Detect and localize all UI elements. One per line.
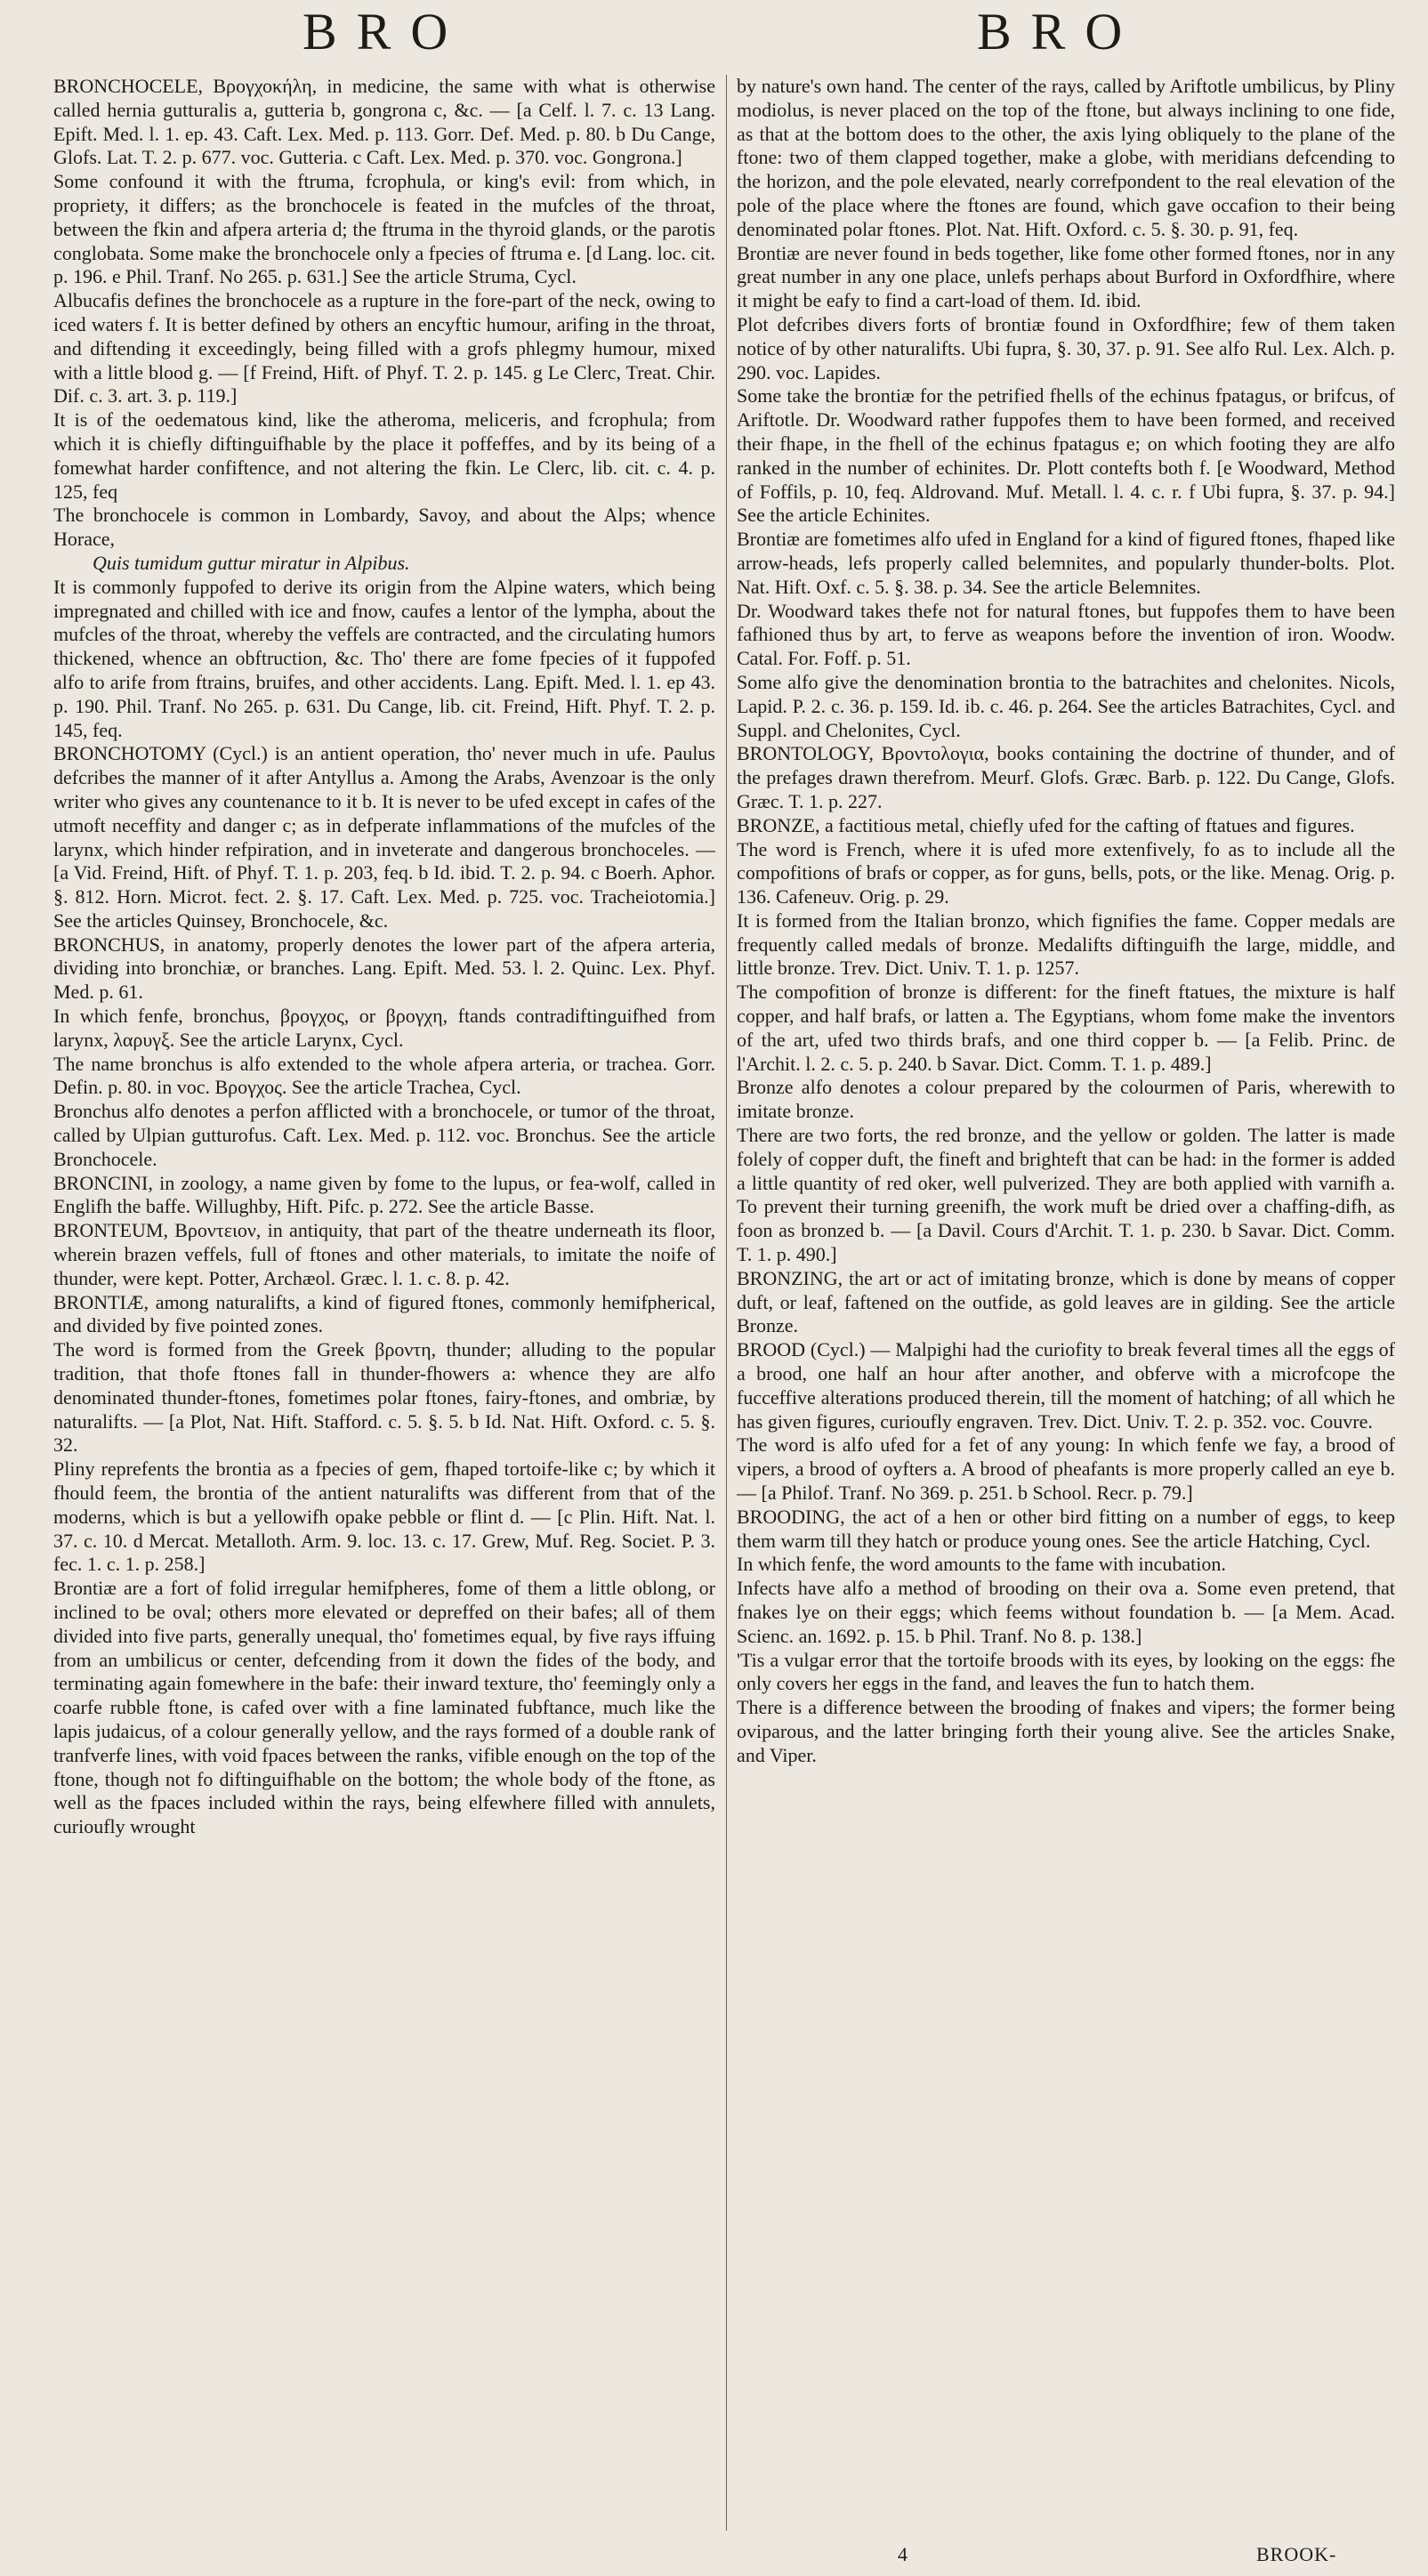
running-head-left: BRO <box>303 3 468 61</box>
paragraph: BRONTEUM, Βροντειον, in antiquity, that part of the theatre underneath its floor, wherein brazen veffels, full of ftones and other materials, to imitate the noife of thunder, were kept. Potter, Archæol. Græc. l. 1. c. 8. p. 42. <box>53 1219 715 1289</box>
paragraph: Brontiæ are a fort of folid irregular hemifpheres, fome of them a little oblong, or inclined to be oval; others more elevated or depreffed on their bafes; all of them divided into five parts, generally unequal, tho' fometimes equal, by five rays iffuing from an umbilicus or center, defcending from it down the fides of the body, and terminating again fomewhere in the bafe: their inward texture, tho' feemingly only a coarfe rubble ftone, is cafed over with a fine laminated fubftance, much like the lapis judaicus, of a colour generally yellow, and the rays formed of a double rank of tranfverfe lines, with void fpaces between the ranks, vifible enough on the top of the ftone, though not fo diftinguifhable on the bottom; the whole body of the ftone, as well as the fpaces included within the rays, being elfewhere filled with annulets, curioufly wrought <box>53 1577 715 1838</box>
paragraph: The compofition of bronze is different: for the fineft ftatues, the mixture is half copper, and half brafs, or latten a. The Egyptians, whom fome make the inventors of the art, ufed two thirds brafs, and one third copper b. — [a Felib. Princ. de l'Archit. l. 2. c. 5. p. 240. b Savar. Dict. Comm. T. 1. p. 489.] <box>737 981 1395 1075</box>
paragraph: BROOD (Cycl.) — Malpighi had the curiofity to break feveral times all the eggs of a brood, one half an hour after another, and obferve with a microfcope the fucceffive alterations produced therein, till the moment of hatching; of all which he has given figures, curioufly engraven. Trev. Dict. Univ. T. 2. p. 352. voc. Couvre. <box>737 1338 1395 1433</box>
paragraph: Bronchus alfo denotes a perfon afflicted with a bronchocele, or tumor of the throat, called by Ulpian gutturofus. Caft. Lex. Med. p. 112. voc. Bronchus. See the article Bronchocele. <box>53 1100 715 1170</box>
paragraph: The word is French, where it is ufed more extenfively, fo as to include all the compofitions of brafs or copper, as for guns, bells, pots, or the like. Menag. Orig. p. 136. Cafeneuv. Orig. p. 29. <box>737 837 1395 908</box>
paragraph: BRONCINI, in zoology, a name given by fome to the lupus, or fea-wolf, called in Englifh the baffe. Willughby, Hift. Pifc. p. 272. See the article Basse. <box>53 1171 715 1218</box>
left-column <box>53 75 715 2535</box>
paragraph: In which fenfe, the word amounts to the fame with incubation. <box>737 1553 1226 1576</box>
paragraph: BRONZING, the art or act of imitating bronze, which is done by means of copper duft, or leaf, faftened on the outfide, as gold leaves are in gilding. See the article Bronze. <box>737 1266 1395 1337</box>
paragraph: There is a difference between the brooding of fnakes and vipers; the former being oviparous, and the latter bringing forth their young alive. See the articles Snake, and Viper. <box>737 1696 1395 1766</box>
right-column <box>737 75 1395 2535</box>
paragraph: It is formed from the Italian bronzo, which fignifies the fame. Copper medals are frequently called medals of bronze. Medalifts diftinguifh the large, middle, and little bronze. Trev. Dict. Univ. T. 1. p. 1257. <box>737 908 1395 980</box>
paragraph: The name bronchus is alfo extended to the whole afpera arteria, or trachea. Gorr. Defin. p. 80. in voc. Βρογχος. See the article Trachea, Cycl. <box>53 1052 715 1099</box>
paragraph: Dr. Woodward takes thefe not for natural ftones, but fuppofes them to have been fafhioned thus by art, to ferve as weapons before the invention of iron. Woodw. Catal. For. Foff. p. 51. <box>737 599 1395 670</box>
page-number: 4 <box>898 2543 908 2565</box>
running-head-right: BRO <box>977 3 1142 61</box>
paragraph: 'Tis a vulgar error that the tortoife broods with its eyes, by looking on the eggs: fhe only covers her eggs in the fand, and leaves the fun to hatch them. <box>737 1648 1395 1695</box>
paragraph: Infects have alfo a method of brooding on their ova a. Some even pretend, that fnakes lye on their eggs; which feems without foundation b. — [a Mem. Acad. Scienc. an. 1692. p. 15. b Phil. Tranf. No 8. p. 138.] <box>737 1577 1395 1647</box>
paragraph: Brontiæ are never found in beds together, like fome other formed ftones, nor in any great number in any one place, unlefs perhaps about Burford in Oxfordfhire, where it might be eafy to find a cart-load of them. Id. ibid. <box>737 241 1395 312</box>
paragraph: Some confound it with the ftruma, fcrophula, or king's evil: from which, in propriety, it differs; as the bronchocele is feated in the mufcles of the throat, between the fkin and afpera arteria d; the ftruma in the thyroid glands, or the parotis conglobata. Some make the bronchocele only a fpecies of ftruma e. [d Lang. loc. cit. p. 196. e Phil. Tranf. No 265. p. 631.] See the article Struma, Cycl. <box>53 170 715 288</box>
paragraph: Some alfo give the denomination brontia to the batrachites and chelonites. Nicols, Lapid. P. 2. c. 36. p. 159. Id. ib. c. 46. p. 264. See the articles Batrachites, Cycl. and Suppl. and Chelonites, Cycl. <box>737 670 1395 741</box>
paragraph: Plot defcribes divers forts of brontiæ found in Oxfordfhire; few of them taken notice of by other naturalifts. Ubi fupra, §. 30, 37. p. 91. See alfo Rul. Lex. Alch. p. 290. voc. Lapides. <box>737 312 1395 384</box>
paragraph: BRONZE, a factitious metal, chiefly ufed for the cafting of ftatues and figures. <box>737 813 1355 836</box>
paragraph: Bronze alfo denotes a colour prepared by the colourmen of Paris, wherewith to imitate bronze. <box>737 1076 1395 1123</box>
paragraph: In which fenfe, bronchus, βρογχος, or βρογχη, ftands contradiftinguifhed from larynx, λαρυγξ. See the article Larynx, Cycl. <box>53 1005 715 1051</box>
paragraph: BRONCHUS, in anatomy, properly denotes the lower part of the afpera arteria, dividing into bronchiæ, or branches. Lang. Epift. Med. 53. l. 2. Quinc. Lex. Phyf. Med. p. 61. <box>53 933 715 1004</box>
column-divider <box>726 75 727 2531</box>
paragraph: The bronchocele is common in Lombardy, Savoy, and about the Alps; whence Horace, <box>53 504 715 551</box>
paragraph: BRONTIÆ, among naturalifts, a kind of figured ftones, commonly hemifpherical, and divided by five pointed zones. <box>53 1290 715 1337</box>
paragraph: BRONCHOTOMY (Cycl.) is an antient operation, tho' never much in ufe. Paulus defcribes the manner of it after Antyllus a. Among the Arabs, Avenzoar is the only writer who gives any countenance to it b. It is never to be ufed except in cafes of the utmoft neceffity and danger c; as in defperate inflammations of the mufcles of the larynx, which hinder refpiration, and in inveterate and dangerous bronchoceles. — [a Vid. Freind, Hift. of Phyf. T. 1. p. 203, feq. b Id. ibid. T. 2. p. 94. c Boerh. Aphor. §. 812. Horn. Microt. fect. 2. §. 17. Caft. Lex. Med. p. 725. voc. Tracheiotomia.] See the articles Quinsey, Bronchocele, &c. <box>53 742 715 932</box>
paragraph: BROODING, the act of a hen or other bird fitting on a number of eggs, to keep them warm till they hatch or produce young ones. See the article Hatching, Cycl. <box>737 1505 1395 1552</box>
paragraph: BRONCHOCELE, Βρογχοκήλη, in medicine, the same with what is otherwise called hernia gutturalis a, gutteria b, gongrona c, &c. — [a Celf. l. 7. c. 13 Lang. Epift. Med. l. 1. ep. 43. Caft. Lex. Med. p. 113. Gorr. Def. Med. p. 80. b Du Cange, Glofs. Lat. T. 2. p. 677. voc. Gutteria. c Caft. Lex. Med. p. 370. voc. Gongrona.] <box>53 75 715 169</box>
paragraph: There are two forts, the red bronze, and the yellow or golden. The latter is made folely of copper duft, the fineft and brighteft that can be had: in the former is added a little quantity of red oker, well pulverized. They are both applied with varnifh a. To prevent their turning greenifh, the work muft be dried over a chaffing-difh, as foon as bronzed b. — [a Davil. Cours d'Archit. T. 1. p. 230. b Savar. Dict. Comm. T. 1. p. 490.] <box>737 1124 1395 1266</box>
paragraph: Some take the brontiæ for the petrified fhells of the echinus fpatagus, or brifcus, of Ariftotle. Dr. Woodward rather fuppofes them to have been formed, and received their fhape, in the fhell of the echinus fpatagus e; on which footing they are alfo ranked in the number of echinites. Dr. Plott contefts both f. [e Woodward, Method of Foffils, p. 10, feq. Aldrovand. Muf. Metall. l. 4. c. r. f Ubi fupra, §. 37. p. 94.] See the article Echinites. <box>737 384 1395 527</box>
verse-quotation: Quis tumidum guttur miratur in Alpibus. <box>93 551 410 574</box>
paragraph: It is of the oedematous kind, like the atheroma, meliceris, and fcrophula; from which it is chiefly diftinguifhable by the place it poffeffes, and by its being of a fomewhat harder confiftence, and not altering the fkin. Le Clerc, lib. cit. c. 4. p. 125, feq <box>53 408 715 503</box>
catchword: BROOK- <box>1256 2543 1337 2565</box>
paragraph: The word is formed from the Greek βροντη, thunder; alluding to the popular tradition, that thofe ftones fall in thunder-fhowers a: whence they are alfo denominated thunder-ftones, fometimes polar ftones, fairy-ftones, and ombriæ, by naturalifts. — [a Plot, Nat. Hift. Stafford. c. 5. §. 5. b Id. Nat. Hift. Oxford. c. 5. §. 32. <box>53 1338 715 1457</box>
paragraph: by nature's own hand. The center of the rays, called by Ariftotle umbilicus, by Pliny modiolus, is never placed on the top of the ftone, but always inclining to one fide, as that at the bottom does to the other, the axis lying obliquely to the plane of the ftone: two of them clapped together, make a globe, with meridians defcending to the horizon, and the pole elevated, nearly correfpondent to the real elevation of the pole of the place where the ftones are found, which gave occafion to their being denominated polar ftones. Plot. Nat. Hift. Oxford. c. 5. §. 30. p. 91, feq. <box>737 75 1395 240</box>
paragraph: It is commonly fuppofed to derive its origin from the Alpine waters, which being impregnated and chilled with ice and fnow, caufes a lentor of the lympha, about the mufcles of the throat, whereby the veffels are contracted, and the circulating humors thickened, whence an obftruction, &c. Tho' there are fome fpecies of it fuppofed alfo to arife from ftrains, bruifes, and other accidents. Lang. Epift. Med. l. 1. ep 43. p. 190. Phil. Tranf. No 265. p. 631. Du Cange, lib. cit. Freind, Hift. Phyf. T. 2. p. 145, feq. <box>53 575 715 741</box>
paragraph: Brontiæ are fometimes alfo ufed in England for a kind of figured ftones, fhaped like arrow-heads, lefs properly called belemnites, and popularly thunder-bolts. Plot. Nat. Hift. Oxf. c. 5. §. 38. p. 34. See the article Belemnites. <box>737 528 1395 598</box>
paragraph: Pliny reprefents the brontia as a fpecies of gem, fhaped tortoife-like c; by which it fhould feem, the brontia of the antient naturalifts was different from that of the moderns, which is but a yellowifh opake pebble or flint d. — [c Plin. Hift. Nat. l. 37. c. 10. d Mercat. Metalloth. Arm. 9. loc. 13. c. 17. Grew, Muf. Reg. Societ. P. 3. fec. 1. c. 1. p. 258.] <box>53 1458 715 1576</box>
paragraph: The word is alfo ufed for a fet of any young: In which fenfe we fay, a brood of vipers, a brood of oyfters a. A brood of pheafants is more properly called an eye b. — [a Philof. Tranf. No 369. p. 251. b School. Recr. p. 79.] <box>737 1433 1395 1505</box>
paragraph: BRONTOLOGY, Βροντολογια, books containing the doctrine of thunder, and of the prefages drawn therefrom. Meurf. Glofs. Græc. Barb. p. 122. Du Cange, Glofs. Græc. T. 1. p. 227. <box>737 742 1395 812</box>
paragraph: Albucafis defines the bronchocele as a rupture in the fore-part of the neck, owing to iced waters f. It is better defined by others an encyftic humour, arifing in the throat, and diftending it exceedingly, being filled with a grofs phlegmy humour, mixed with a little blood g. — [f Freind, Hift. of Phyf. T. 2. p. 145. g Le Clerc, Treat. Chir. Dif. c. 3. art. 3. p. 119.] <box>53 289 715 408</box>
